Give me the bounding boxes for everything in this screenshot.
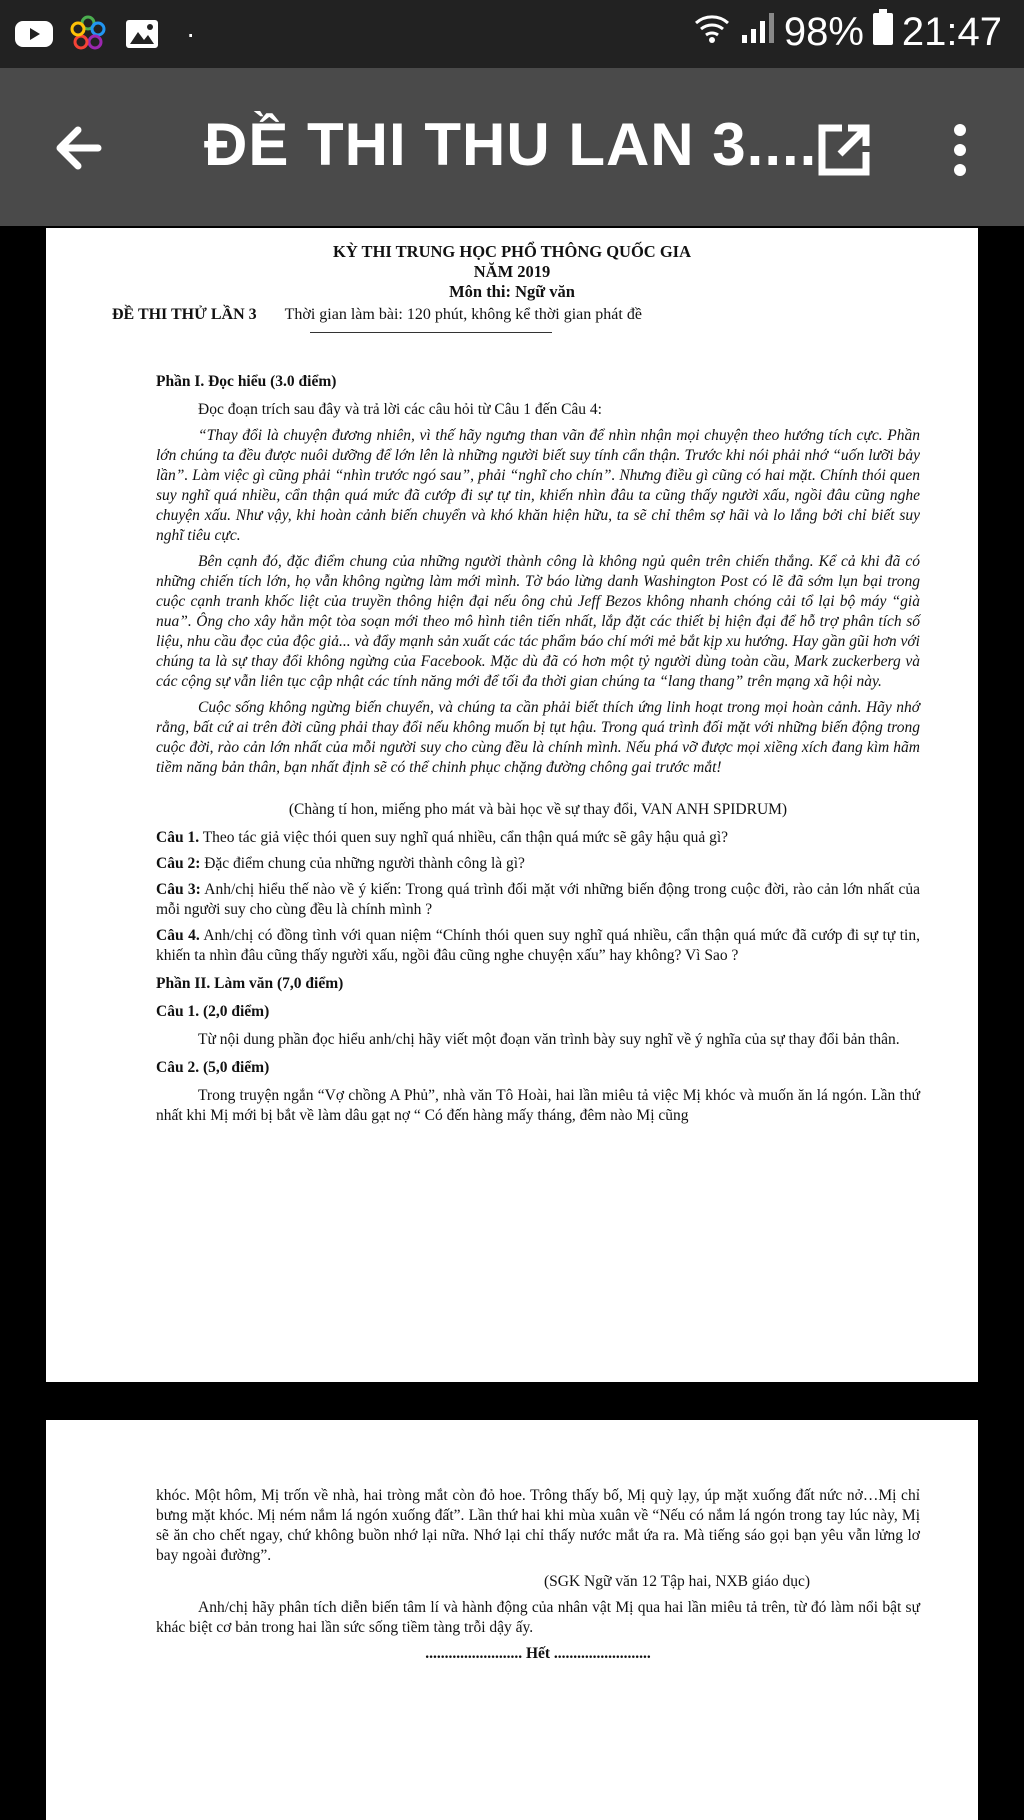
passage-paragraph-2: Bên cạnh đó, đặc điểm chung của những người thành công là không ngủ quên trên chiến thắng. Kể cả khi đã có những chiến tích lớn, họ vẫn không ngừng làm mới mình. Tờ báo lừng danh Washington Post có lẽ đã sớm lụn bại trong cuộc cạnh tranh khốc liệt của truyền thông hiện đại nếu ông chủ Jeff Bezos không nhanh chóng cải tổ lại bộ máy “già nua”. Ông cho xây hẳn một tòa soạn mới theo mô hình tiên tiến nhất, lắp đặt các thiết bị hiện đại để hỗ trợ phân tích số liệu, nhu cầu đọc của độc giả... và đẩy mạnh sản xuất các tác phẩm báo chí mới mẻ bắt kịp xu hướng. Hay gần gũi hơn với chúng ta là sự thay đổi không ngừng của Facebook. Mặc dù đã có hơn một tỷ người dùng toàn cầu, Mark zuckerberg và các cộng sự vẫn liên tục cập nhật các tính năng mới để tối đa thời gian chúng ta “lang thang” trên mạng xã hội này. (156, 553, 920, 690)
writing-question-2: Trong truyện ngắn “Vợ chồng A Phủ”, nhà văn Tô Hoài, hai lần miêu tả việc Mị khóc và muốn ăn lá ngón. Lần thứ nhất khi Mị mới bị bắt về làm dâu gạt nợ “ Có đến hàng mấy tháng, đêm nào Mị cũng (156, 1087, 920, 1124)
back-arrow-icon[interactable] (48, 116, 112, 180)
exam-title: KỲ THI TRUNG HỌC PHỔ THÔNG QUỐC GIA (332, 242, 691, 261)
divider (310, 332, 552, 333)
instruction: Đọc đoạn trích sau đây và trả lời các câu hỏi từ Câu 1 đến Câu 4: (198, 401, 602, 418)
image-icon (122, 14, 162, 54)
writing-question-2-title: Câu 2. (5,0 điểm) (156, 1059, 270, 1076)
status-bar (0, 0, 1024, 68)
notification-dot: · (186, 18, 196, 49)
page-2-body (156, 1486, 920, 1670)
question-1: Câu 1. Theo tác giả việc thói quen suy nghĩ quá nhiều, cẩn thận quá mức sẽ gây hậu quả gì? (156, 829, 729, 846)
exam-year: NĂM 2019 (473, 262, 551, 281)
writing-question-1: Từ nội dung phần đọc hiểu anh/chị hãy viết một đoạn văn trình bày suy nghĩ về ý nghĩa của sự thay đổi bản thân. (198, 1031, 900, 1048)
part1-title: Phần I. Đọc hiểu (3.0 điểm) (156, 373, 337, 390)
exam-info-line (112, 306, 642, 324)
battery-icon (872, 8, 894, 56)
document-page-2 (46, 1420, 978, 1820)
quote-continuation: khóc. Một hôm, Mị trốn về nhà, hai tròng mắt còn đỏ hoe. Trông thấy bố, Mị quỳ lạy, úp mặt xuống đất nức nở…Mị chỉ bưng mặt khóc. Mị ném nắm lá ngón xuống đất”. Lần thứ hai khi mùa xuân về “Nếu có nắm lá ngón trong tay lúc này, Mị sẽ ăn cho chết ngay, chứ không buồn nhớ lại nữa. Nhớ lại chỉ thấy nước mắt ứa ra. Mà tiếng sáo gọi bạn yêu vẫn lửng lơ bay ngoài đường”. (156, 1487, 920, 1564)
page-1-body (156, 364, 920, 1132)
question-3: Câu 3: Anh/chị hiểu thế nào về ý kiến: Trong quá trình đối mặt với những biến động trong cuộc đời, rào cản lớn nhất của mỗi người suy cho cùng đều là chính mình ? (156, 881, 920, 918)
exam-duration: Thời gian làm bài: 120 phút, không kể thời gian phát đề (284, 306, 642, 323)
test-label: ĐỀ THI THỬ LẦN 3 (112, 306, 257, 323)
wifi-icon (692, 10, 732, 55)
open-external-icon[interactable] (812, 118, 876, 182)
exam-header (46, 242, 978, 302)
more-vert-icon[interactable] (940, 118, 980, 182)
end-marker: ......................... Hết ......................... (425, 1645, 651, 1662)
quote-source: (SGK Ngữ văn 12 Tập hai, NXB giáo dục) (544, 1573, 810, 1590)
notification-icons (14, 14, 195, 54)
youtube-icon (14, 14, 54, 54)
document-page-1 (46, 228, 978, 1382)
document-title: ĐỀ THI THU LAN 3.... (204, 111, 818, 178)
clock: 21:47 (901, 9, 1002, 54)
battery-percent: 98% (783, 9, 864, 54)
flower-app-icon (68, 14, 108, 54)
passage-paragraph-3: Cuộc sống không ngừng biến chuyển, và chúng ta cần phải biết thích ứng linh hoạt trong mọi hoàn cảnh. Hãy nhớ rằng, bất cứ ai trên đời cũng phải thay đổi nếu không muốn bị tụt hậu. Trong quá trình đối mặt với những biến động trong cuộc đời, rào cản lớn nhất của mỗi người suy cho cùng đều là chính mình. Nếu phá vỡ được mọi xiềng xích đang kìm hãm tiềm năng bản thân, bạn nhất định sẽ có thể chinh phục chặng đường chông gai trước mắt! (156, 699, 920, 776)
app-bar (0, 68, 1024, 226)
passage-paragraph-1: “Thay đổi là chuyện đương nhiên, vì thế hãy ngưng than vãn để nhìn nhận mọi chuyện theo hướng tích cực. Phần lớn chúng ta đều được nuôi dưỡng để lớn lên là những người biết suy tính cẩn thận. Trước khi nói phải nhớ “uốn lưỡi bảy lần”. Làm việc gì cũng phải “nhìn trước ngó sau”, phải “nghĩ cho chín”. Nhưng điều gì cũng có hai mặt. Chính thói quen suy nghĩ quá nhiều, cẩn thận quá mức đã cướp đi sự tự tin, khiến nhìn đâu ta cũng thấy người xấu, ngồi đâu cũng nghe chuyện xấu. Như vậy, khi hoàn cảnh biến chuyển và khó khăn hiện hữu, ta sẽ chỉ thêm sợ hãi và lo lắng bởi chỉ biết suy nghĩ tiêu cực. (156, 427, 920, 544)
writing-question-1-title: Câu 1. (2,0 điểm) (156, 1003, 270, 1020)
passage-source: (Chàng tí hon, miếng pho mát và bài học về sự thay đổi, VAN ANH SPIDRUM) (288, 801, 788, 818)
question-2: Câu 2: Đặc điểm chung của những người thành công là gì? (156, 855, 525, 872)
exam-subject: Môn thi: Ngữ văn (449, 282, 575, 301)
question-4: Câu 4. Anh/chị có đồng tình với quan niệm “Chính thói quen suy nghĩ quá nhiều, cẩn thận quá mức đã cướp đi sự tự tin, khiến ta nhìn đâu cũng thấy người xấu, ngồi đâu cũng nghe chuyện xấu” hay không? Vì Sao ? (156, 927, 920, 964)
writing-task: Anh/chị hãy phân tích diễn biến tâm lí và hành động của nhân vật Mị qua hai lần miêu tả trên, từ đó làm nổi bật sự khác biệt cơ bản trong hai lần sức sống tiềm tàng trỗi dậy ấy. (156, 1599, 920, 1636)
signal-icon (740, 10, 776, 55)
part2-title: Phần II. Làm văn (7,0 điểm) (156, 975, 344, 992)
